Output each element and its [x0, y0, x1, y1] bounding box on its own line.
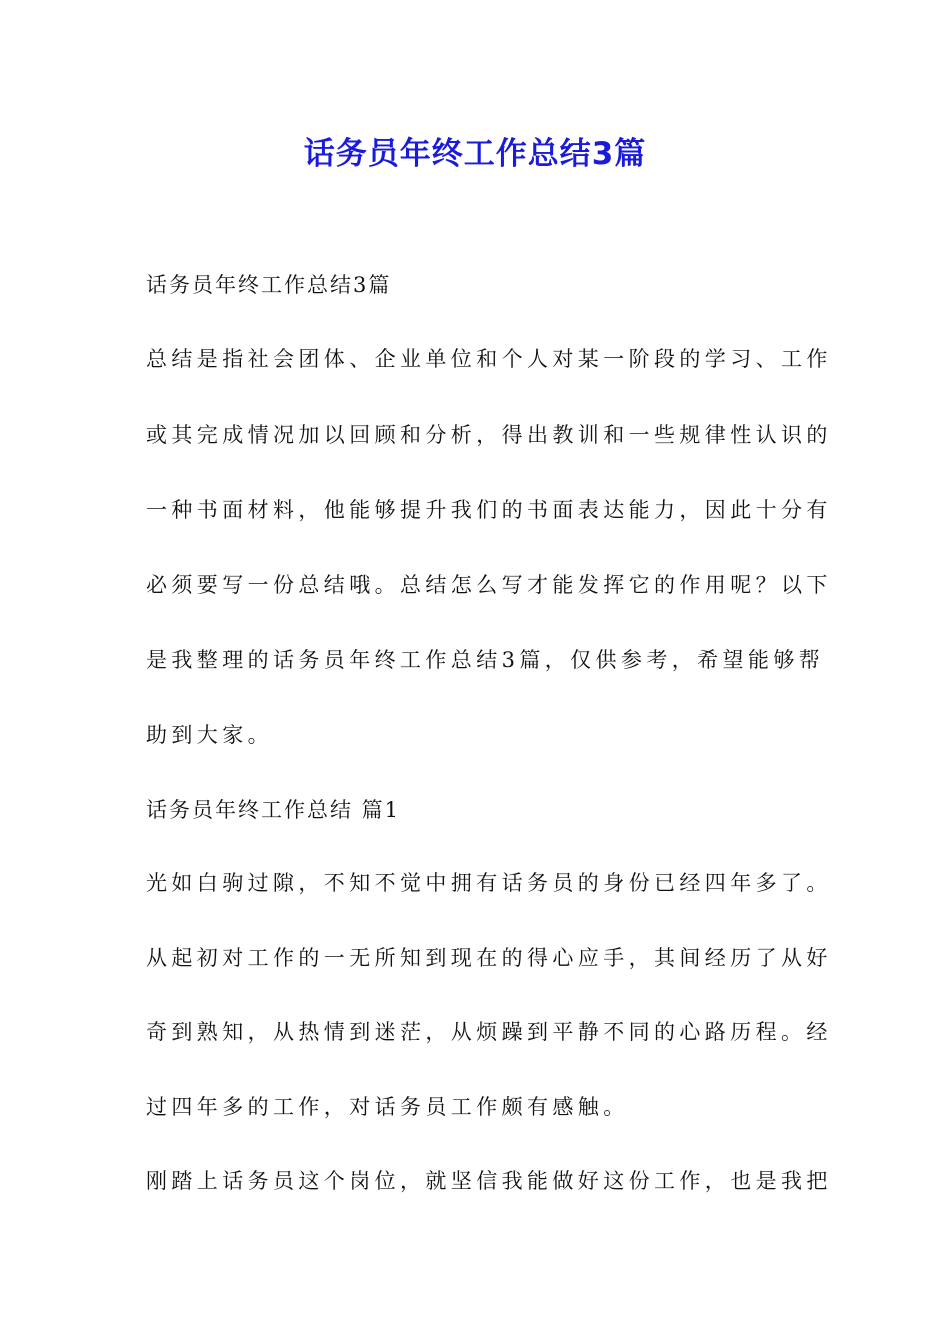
- paragraph-line: 助到大家。: [146, 723, 273, 747]
- paragraph-line: 一种书面材料，他能够提升我们的书面表达能力，因此十分有: [146, 498, 832, 522]
- paragraph-line: 过四年多的工作，对话务员工作颇有感触。: [146, 1095, 629, 1119]
- paragraph-line: 奇到熟知，从热情到迷茫，从烦躁到平静不同的心路历程。经: [146, 1020, 832, 1044]
- document-title: 话务员年终工作总结3篇: [303, 136, 647, 172]
- paragraph-line: 总结是指社会团体、企业单位和个人对某一阶段的学习、工作: [146, 347, 832, 371]
- section-heading: 话务员年终工作总结 篇1: [146, 798, 401, 822]
- paragraph-line: 从起初对工作的一无所知到现在的得心应手，其间经历了从好: [146, 946, 832, 970]
- paragraph-line: 刚踏上话务员这个岗位，就坚信我能做好这份工作，也是我把: [146, 1169, 832, 1193]
- paragraph-line: 必须要写一份总结哦。总结怎么写才能发挥它的作用呢？以下: [146, 573, 832, 597]
- intro-heading: 话务员年终工作总结3篇: [146, 273, 392, 297]
- paragraph-line: 是我整理的话务员年终工作总结3篇，仅供参考，希望能够帮: [146, 648, 825, 672]
- paragraph-line: 或其完成情况加以回顾和分析，得出教训和一些规律性认识的: [146, 423, 832, 447]
- paragraph-line: 光如白驹过隙，不知不觉中拥有话务员的身份已经四年多了。: [146, 871, 832, 895]
